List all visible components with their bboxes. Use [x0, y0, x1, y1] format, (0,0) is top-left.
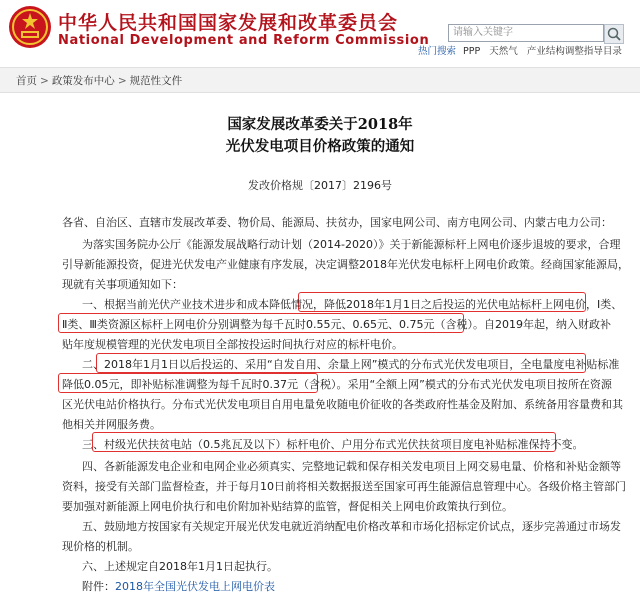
document-title-line2: 光伏发电项目价格政策的通知 [225, 138, 415, 155]
breadcrumb-bar [0, 67, 640, 93]
clause-2-cont: 他相关并网服务费。 [62, 418, 161, 431]
addressees: 各省、自治区、直辖市发展改革委、物价局、能源局、扶贫办，国家电网公司、南方电网公司、内蒙古电力公司： [62, 216, 612, 229]
hot-searches-label: 热门搜索 [418, 46, 457, 57]
attachment [82, 578, 275, 594]
breadcrumb-policy-center[interactable]: 政策发布中心 [51, 75, 115, 87]
clause-3: 三、村级光伏扶贫电站（0.5兆瓦及以下）标杆电价、户用分布式光伏扶贫项目度电补贴标准保持不变。 [82, 438, 584, 451]
clause-5: 五、鼓励地方按国家有关规定开展光伏发电就近消纳配电价格改革和市场化招标定价试点，逐步完善通过市场发 [82, 520, 621, 533]
document-number: 发改价格规〔2017〕2196号 [248, 179, 392, 192]
breadcrumb [16, 73, 182, 88]
clause-6: 六、上述规定自2018年1月1日起执行。 [82, 560, 278, 573]
hot-search-link[interactable]: PPP [463, 46, 481, 57]
clause-4-cont: 要加强对新能源上网电价执行和电价附加补贴结算的监管，督促相关上网电价政策执行到位。 [62, 500, 513, 513]
attachment-label: 附件： [82, 580, 115, 593]
clause-4: 四、各新能源发电企业和电网企业必须真实、完整地记载和保存相关发电项目上网交易电量、价格和补贴金额等 [82, 460, 621, 473]
clause-2: 二、2018年1月1日以后投运的、采用“自发自用、余量上网”模式的分布式光伏发电项目，全电量度电补贴标准 [82, 358, 620, 371]
attachment-link[interactable]: 2018年全国光伏发电上网电价表 [115, 580, 275, 593]
hot-search-link[interactable]: 天然气 [489, 46, 518, 57]
clause-2-cont: 区光伏电站价格执行。分布式光伏发电项目自用电量免收随电价征收的各类政府性基金及附加、系统备用容量费和其 [62, 398, 623, 411]
search-button[interactable] [604, 24, 624, 44]
breadcrumb-home[interactable]: 首页 [16, 75, 37, 87]
clause-5-cont: 现价格的机制。 [62, 540, 139, 553]
clause-1-cont: Ⅱ类、Ⅲ类资源区标杆上网电价分别调整为每千瓦时0.55元、0.65元、0.75元（含税）。自2019年起，纳入财政补 [62, 318, 611, 331]
breadcrumb-separator: > [40, 75, 49, 87]
search-input[interactable]: 请输入关键字 [448, 24, 604, 42]
search-icon [605, 25, 623, 43]
body-line: 为落实国务院办公厅《能源发展战略行动计划（2014-2020）》关于新能源标杆上网电价逐步退坡的要求，合理 [82, 238, 621, 251]
hot-searches [418, 43, 628, 57]
clause-1-cont: 贴年度规模管理的光伏发电项目全部按投运时间执行对应的标杆电价。 [62, 338, 403, 351]
body-line: 现就有关事项通知如下： [62, 278, 183, 291]
site-header [0, 0, 640, 62]
site-title-cn[interactable]: 中华人民共和国国家发展和改革委员会 [58, 12, 399, 34]
clause-1: 一、根据当前光伏产业技术进步和成本降低情况，降低2018年1月1日之后投运的光伏电站标杆上网电价，Ⅰ类、 [82, 298, 623, 311]
hot-search-link[interactable]: 产业结构调整指导目录 [526, 46, 622, 57]
clause-4-cont: 资料，接受有关部门监督检查，并于每月10日前将相关数据报送至国家可再生能源信息管理中心。各级价格主管部门 [62, 480, 626, 493]
breadcrumb-separator: > [117, 75, 127, 87]
body-line: 引导新能源投资，促进光伏发电产业健康有序发展，决定调整2018年光伏发电标杆上网电价政策。经商国家能源局， [62, 258, 629, 271]
national-emblem-icon [8, 5, 52, 49]
clause-2-cont: 降低0.05元，即补贴标准调整为每千瓦时0.37元（含税）。采用“全额上网”模式的分布式光伏发电项目按所在资源 [62, 378, 612, 391]
document-title-line1: 国家发展改革委关于2018年 [227, 116, 413, 133]
breadcrumb-normative-docs[interactable]: 规范性文件 [129, 75, 183, 87]
site-title-en[interactable]: National Development and Reform Commission [58, 33, 430, 48]
